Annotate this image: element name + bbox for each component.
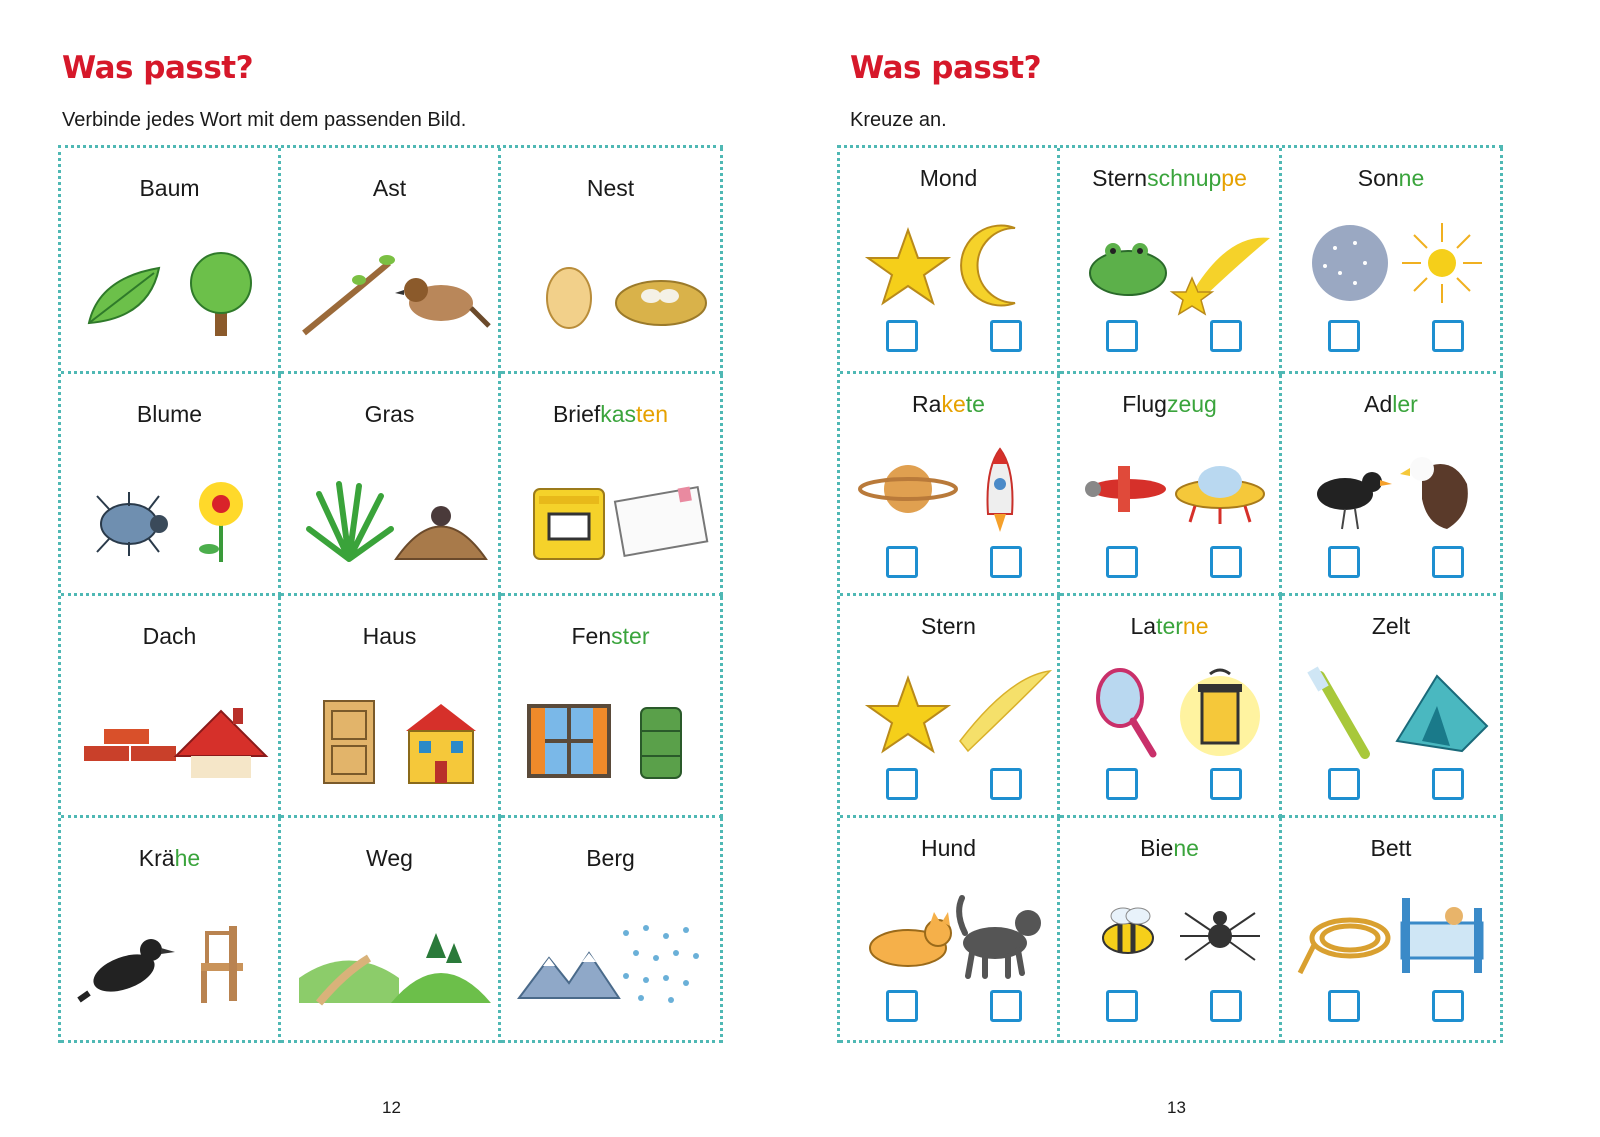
answer-checkbox[interactable] bbox=[990, 768, 1022, 800]
cell-word bbox=[61, 401, 278, 428]
word-syllable: La bbox=[1130, 613, 1157, 639]
word-syllable: ke bbox=[941, 391, 966, 417]
grass-icon bbox=[299, 474, 399, 564]
cell-word bbox=[281, 401, 498, 428]
rope-icon bbox=[1300, 888, 1400, 978]
cell-word bbox=[840, 391, 1057, 418]
word-syllable: Mond bbox=[919, 165, 978, 191]
rocket-icon bbox=[950, 444, 1050, 534]
instruction-text: Verbinde jedes Wort mit dem passenden Bild. bbox=[62, 109, 467, 131]
cell-word bbox=[840, 165, 1057, 192]
answer-checkbox[interactable] bbox=[886, 546, 918, 578]
rain-icon bbox=[611, 918, 711, 1008]
flower-icon bbox=[171, 474, 271, 564]
exercise-cell bbox=[1060, 148, 1282, 374]
cell-word bbox=[840, 835, 1057, 862]
word-syllable: Gras bbox=[364, 401, 415, 427]
house-icon bbox=[391, 696, 491, 786]
exercise-cell bbox=[1282, 818, 1503, 1043]
toothbrush-icon bbox=[1300, 666, 1400, 756]
word-syllable: kas bbox=[600, 401, 637, 427]
cell-word bbox=[281, 175, 498, 202]
answer-checkbox[interactable] bbox=[990, 320, 1022, 352]
word-syllable: ne bbox=[1398, 165, 1425, 191]
word-syllable: Flug bbox=[1122, 391, 1167, 417]
nest-icon bbox=[611, 248, 711, 338]
exercise-cell bbox=[840, 374, 1060, 596]
word-syllable: he bbox=[174, 845, 201, 871]
path-icon bbox=[299, 918, 399, 1008]
exercise-cell bbox=[281, 148, 501, 374]
word-syllable: Berg bbox=[586, 845, 635, 871]
roof-icon bbox=[171, 696, 271, 786]
word-syllable: ne bbox=[1173, 835, 1199, 861]
comet-icon bbox=[950, 666, 1050, 756]
hill-icon bbox=[391, 918, 491, 1008]
checkbox-grid bbox=[837, 145, 1503, 1043]
word-syllable: ster bbox=[611, 623, 650, 649]
bee-icon bbox=[1078, 888, 1178, 978]
door-icon bbox=[299, 696, 399, 786]
word-syllable: Baum bbox=[139, 175, 200, 201]
cell-word bbox=[501, 401, 720, 428]
cell-word bbox=[61, 175, 278, 202]
word-syllable: ten bbox=[636, 401, 669, 427]
answer-checkbox[interactable] bbox=[1106, 768, 1138, 800]
exercise-cell bbox=[61, 374, 281, 596]
answer-checkbox[interactable] bbox=[1328, 320, 1360, 352]
beetle-icon bbox=[79, 474, 179, 564]
exercise-cell bbox=[281, 818, 501, 1043]
answer-checkbox[interactable] bbox=[990, 546, 1022, 578]
exercise-cell bbox=[61, 148, 281, 374]
cell-word bbox=[281, 623, 498, 650]
right-page bbox=[800, 0, 1600, 1137]
exercise-cell bbox=[281, 596, 501, 818]
answer-checkbox[interactable] bbox=[1328, 768, 1360, 800]
answer-checkbox[interactable] bbox=[1210, 768, 1242, 800]
exercise-cell bbox=[1282, 596, 1503, 818]
cell-word bbox=[1060, 835, 1279, 862]
ufo-icon bbox=[1170, 444, 1270, 534]
airplane-icon bbox=[1078, 444, 1178, 534]
answer-checkbox[interactable] bbox=[886, 768, 918, 800]
word-picture-grid bbox=[58, 145, 723, 1043]
word-syllable: Ast bbox=[372, 175, 407, 201]
answer-checkbox[interactable] bbox=[1106, 546, 1138, 578]
sparrow-icon bbox=[391, 248, 491, 338]
star-icon bbox=[858, 666, 958, 756]
bed-icon bbox=[1392, 888, 1492, 978]
page-title: Was passt? bbox=[850, 50, 1042, 86]
cell-word bbox=[1060, 613, 1279, 640]
cell-word bbox=[840, 613, 1057, 640]
frog-icon bbox=[1078, 218, 1178, 308]
crow-icon bbox=[79, 918, 179, 1008]
word-syllable: zeug bbox=[1166, 391, 1217, 417]
answer-checkbox[interactable] bbox=[1106, 320, 1138, 352]
word-syllable: ler bbox=[1392, 391, 1418, 417]
eagle-icon bbox=[1392, 444, 1492, 534]
exercise-cell bbox=[501, 148, 723, 374]
answer-checkbox[interactable] bbox=[886, 990, 918, 1022]
cell-word bbox=[1282, 835, 1500, 862]
exercise-cell bbox=[1282, 148, 1503, 374]
cell-word bbox=[61, 845, 278, 872]
full-moon-icon bbox=[1300, 218, 1400, 308]
word-syllable: ter bbox=[1156, 613, 1183, 639]
spider-icon bbox=[1170, 888, 1270, 978]
exercise-cell bbox=[281, 374, 501, 596]
exercise-cell bbox=[1060, 374, 1282, 596]
word-syllable: pe bbox=[1221, 165, 1247, 191]
answer-checkbox[interactable] bbox=[990, 990, 1022, 1022]
page-number: 12 bbox=[382, 1098, 401, 1117]
branch-icon bbox=[299, 248, 399, 338]
tree-icon bbox=[171, 248, 271, 338]
blackbird-icon bbox=[1300, 444, 1400, 534]
lantern-icon bbox=[1170, 666, 1270, 756]
word-syllable: Bie bbox=[1140, 835, 1174, 861]
word-syllable: Hund bbox=[921, 835, 976, 861]
exercise-cell bbox=[840, 818, 1060, 1043]
planet-icon bbox=[858, 444, 958, 534]
leaf-icon bbox=[79, 248, 179, 338]
word-syllable: Brief bbox=[552, 401, 601, 427]
answer-checkbox[interactable] bbox=[1210, 990, 1242, 1022]
dog-icon bbox=[950, 888, 1050, 978]
word-syllable: Krä bbox=[138, 845, 175, 871]
exercise-cell bbox=[1060, 818, 1282, 1043]
exercise-cell bbox=[1060, 596, 1282, 818]
word-syllable: Haus bbox=[362, 623, 417, 649]
cell-word bbox=[1060, 391, 1279, 418]
word-syllable: Ad bbox=[1364, 391, 1393, 417]
answer-checkbox[interactable] bbox=[1432, 320, 1464, 352]
page-number: 13 bbox=[1167, 1098, 1186, 1117]
cell-word bbox=[281, 845, 498, 872]
cell-word bbox=[501, 845, 720, 872]
chair-icon bbox=[171, 918, 271, 1008]
answer-checkbox[interactable] bbox=[1210, 320, 1242, 352]
cell-word bbox=[1060, 165, 1279, 192]
instruction-text: Kreuze an. bbox=[850, 109, 947, 131]
word-syllable: Weg bbox=[366, 845, 413, 871]
barrel-icon bbox=[611, 696, 711, 786]
cell-word bbox=[1282, 613, 1500, 640]
window-icon bbox=[519, 696, 619, 786]
word-syllable: Bett bbox=[1370, 835, 1412, 861]
bricks-icon bbox=[79, 696, 179, 786]
cell-word bbox=[1282, 165, 1500, 192]
exercise-cell bbox=[840, 148, 1060, 374]
answer-checkbox[interactable] bbox=[886, 320, 918, 352]
cell-word bbox=[501, 623, 720, 650]
word-syllable: Zelt bbox=[1371, 613, 1411, 639]
sun-icon bbox=[1392, 218, 1492, 308]
tent-icon bbox=[1392, 666, 1492, 756]
word-syllable: te bbox=[965, 391, 985, 417]
word-syllable: Stern bbox=[1092, 165, 1148, 191]
star-icon bbox=[858, 218, 958, 308]
shooting-star-icon bbox=[1170, 218, 1270, 308]
cat-icon bbox=[858, 888, 958, 978]
word-syllable: Dach bbox=[142, 623, 197, 649]
moon-icon bbox=[950, 218, 1050, 308]
answer-checkbox[interactable] bbox=[1432, 546, 1464, 578]
word-syllable: Nest bbox=[586, 175, 635, 201]
molehill-icon bbox=[391, 474, 491, 564]
cell-word bbox=[501, 175, 720, 202]
exercise-cell bbox=[1282, 374, 1503, 596]
answer-checkbox[interactable] bbox=[1328, 546, 1360, 578]
exercise-cell bbox=[501, 374, 723, 596]
word-syllable: schnup bbox=[1147, 165, 1222, 191]
exercise-cell bbox=[61, 596, 281, 818]
word-syllable: Son bbox=[1357, 165, 1399, 191]
page-title: Was passt? bbox=[62, 50, 254, 86]
word-syllable: Ra bbox=[912, 391, 942, 417]
egg-icon bbox=[519, 248, 619, 338]
word-syllable: Fen bbox=[571, 623, 612, 649]
envelope-icon bbox=[611, 474, 711, 564]
answer-checkbox[interactable] bbox=[1106, 990, 1138, 1022]
word-syllable: Stern bbox=[921, 613, 976, 639]
answer-checkbox[interactable] bbox=[1210, 546, 1242, 578]
cell-word bbox=[1282, 391, 1500, 418]
mountains-icon bbox=[519, 918, 619, 1008]
answer-checkbox[interactable] bbox=[1328, 990, 1360, 1022]
exercise-cell bbox=[61, 818, 281, 1043]
postbox-icon bbox=[519, 474, 619, 564]
exercise-cell bbox=[501, 596, 723, 818]
answer-checkbox[interactable] bbox=[1432, 990, 1464, 1022]
cell-word bbox=[61, 623, 278, 650]
word-syllable: ne bbox=[1182, 613, 1209, 639]
exercise-cell bbox=[501, 818, 723, 1043]
word-syllable: Blume bbox=[136, 401, 203, 427]
mirror-icon bbox=[1078, 666, 1178, 756]
exercise-cell bbox=[840, 596, 1060, 818]
answer-checkbox[interactable] bbox=[1432, 768, 1464, 800]
